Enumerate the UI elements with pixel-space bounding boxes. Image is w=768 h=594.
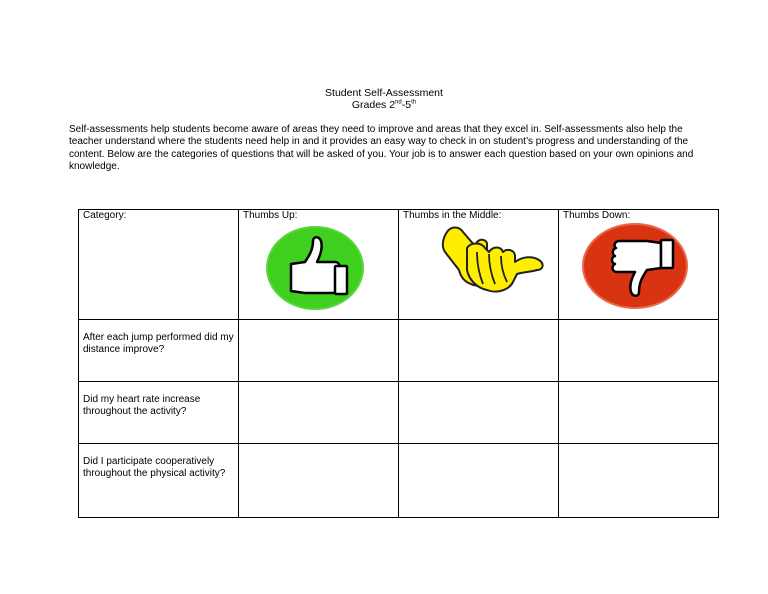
document-title-block (0, 87, 768, 111)
table-row (79, 320, 719, 382)
question-cell (79, 320, 239, 382)
answer-cell-thumbs-middle[interactable] (399, 320, 559, 382)
answer-cell-thumbs-down[interactable] (559, 444, 719, 518)
question-text: After each jump performed did my distance improve? (83, 332, 234, 356)
answer-cell-thumbs-up[interactable] (239, 444, 399, 518)
table-row (79, 382, 719, 444)
thumbs-middle-icon (437, 222, 557, 302)
answer-cell-thumbs-down[interactable] (559, 320, 719, 382)
header-cell-thumbs-down (559, 210, 719, 320)
thumbs-up-label: Thumbs Up: (243, 210, 298, 221)
intro-paragraph: Self-assessments help students become aware of areas they need to improve and areas that they excel in. Self-assessments also help the teacher understand where the students need help in and it provides an easy way to check in on student’s progress and understanding of the content. Below are the categories of questions that will be asked of you. Your job is to answer each question based on your own opinions and knowledge. (69, 124, 694, 173)
category-label: Category: (83, 210, 127, 221)
thumbs-middle-icon-wrap (403, 222, 554, 316)
table-header-row (79, 210, 719, 320)
thumbs-down-icon (581, 222, 689, 310)
thumbs-middle-label: Thumbs in the Middle: (403, 210, 502, 221)
self-assessment-table (78, 209, 719, 518)
thumbs-up-icon (265, 224, 365, 312)
table-row (79, 444, 719, 518)
question-cell (79, 444, 239, 518)
answer-cell-thumbs-middle[interactable] (399, 382, 559, 444)
header-cell-category (79, 210, 239, 320)
header-cell-thumbs-up (239, 210, 399, 320)
thumbs-down-label: Thumbs Down: (563, 210, 631, 221)
question-text: Did I participate cooperatively throughout the physical activity? (83, 456, 226, 480)
answer-cell-thumbs-up[interactable] (239, 382, 399, 444)
question-cell (79, 382, 239, 444)
thumbs-down-icon-wrap (563, 222, 714, 316)
question-text: Did my heart rate increase throughout the activity? (83, 394, 201, 418)
grades-line: Grades 2nd-5th (351, 99, 417, 111)
answer-cell-thumbs-middle[interactable] (399, 444, 559, 518)
answer-cell-thumbs-up[interactable] (239, 320, 399, 382)
answer-cell-thumbs-down[interactable] (559, 382, 719, 444)
thumbs-up-icon-wrap (243, 222, 394, 316)
header-cell-thumbs-middle (399, 210, 559, 320)
document-title: Student Self-Assessment (325, 87, 443, 99)
